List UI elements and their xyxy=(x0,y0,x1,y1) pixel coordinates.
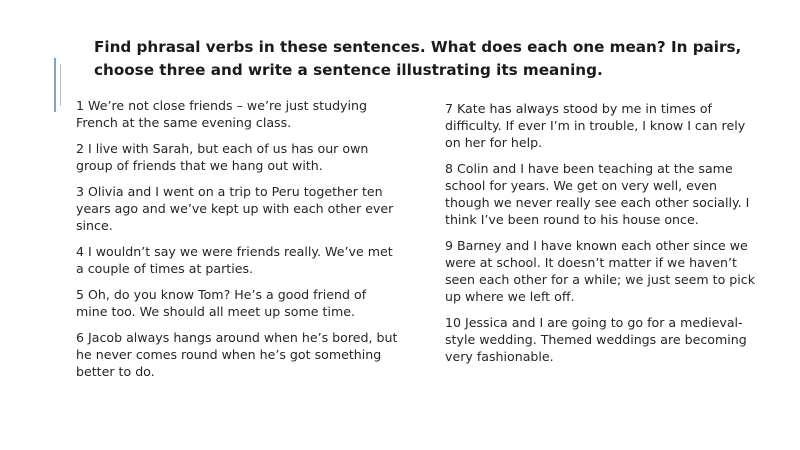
sentence-7: 7 Kate has always stood by me in times of difficulty. If ever I’m in trouble, I know I can rely on her for help. xyxy=(445,101,746,150)
sentences-right-column xyxy=(445,100,755,374)
sentence-6: 6 Jacob always hangs around when he’s bored, but he never comes round when he’s got something better to do. xyxy=(76,330,398,379)
accent-bar-secondary xyxy=(60,64,61,106)
sentence-4: 4 I wouldn’t say we were friends really. We’ve met a couple of times at parties. xyxy=(76,244,393,276)
accent-bar xyxy=(54,58,56,112)
sentence-5: 5 Oh, do you know Tom? He’s a good friend of mine too. We should all meet up some time. xyxy=(76,287,367,319)
sentence-8: 8 Colin and I have been teaching at the same school for years. We get on very well, even though we never really see each other socially. I think I’ve been round to his house once. xyxy=(445,161,750,227)
sentence-3: 3 Olivia and I went on a trip to Peru together ten years ago and we’ve kept up with each other ever since. xyxy=(76,184,394,233)
slide-title: Find phrasal verbs in these sentences. What does each one mean? In pairs, choose three and write a sentence illustrating its meaning. xyxy=(94,38,742,79)
sentences-left-column xyxy=(76,97,398,389)
sentence-10: 10 Jessica and I are going to go for a medieval-style wedding. Themed weddings are becoming very fashionable. xyxy=(445,315,747,364)
sentence-9: 9 Barney and I have known each other since we were at school. It doesn’t matter if we haven’t seen each other for a while; we just seem to pick up where we left off. xyxy=(445,238,756,304)
sentence-2: 2 I live with Sarah, but each of us has our own group of friends that we hang out with. xyxy=(76,141,369,173)
sentence-1: 1 We’re not close friends – we’re just studying French at the same evening class. xyxy=(76,98,367,130)
